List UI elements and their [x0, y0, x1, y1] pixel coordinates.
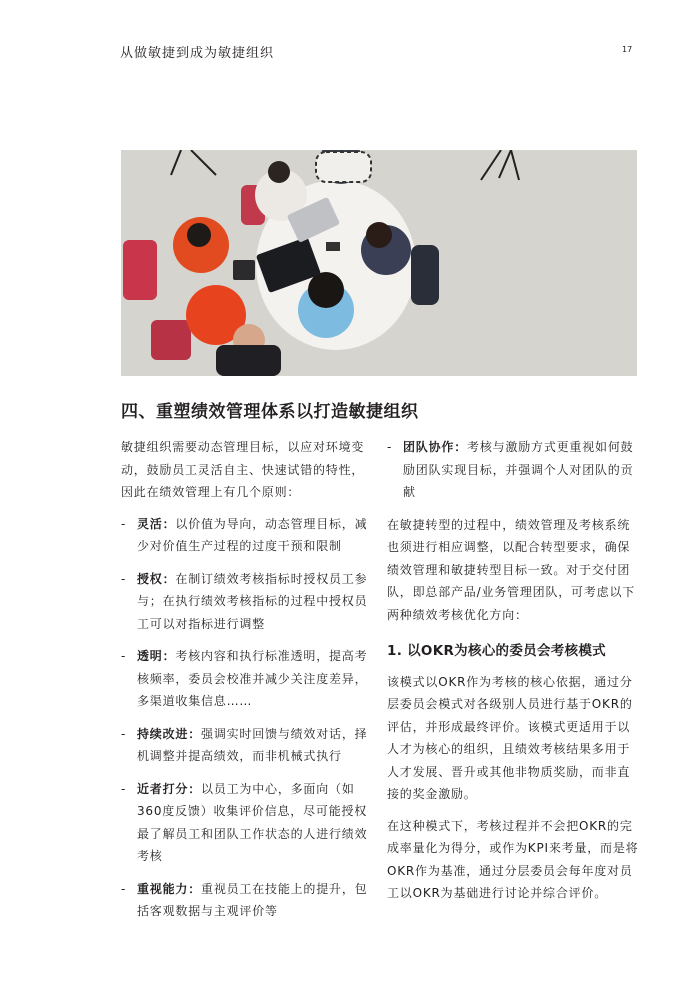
list-item: - 灵活：以价值为导向，动态管理目标，减少对价值生产过程的过度干预和限制 — [121, 516, 368, 553]
principles-list-continued — [387, 436, 639, 504]
section-heading: 四、重塑绩效管理体系以打造敏捷组织 — [121, 402, 419, 422]
list-item: - 团队协作：考核与激励方式更重视如何鼓励团队实现目标，并强调个人对团队的贡献 — [387, 440, 634, 499]
page-number: 17 — [622, 45, 633, 54]
left-column — [121, 436, 373, 933]
list-item: - 近者打分：以员工为中心，多面向（如360度反馈）收集评价信息，尽可能授权最了解员工和团队工作状态的人进行绩效考核 — [121, 781, 368, 863]
intro-paragraph: 敏捷组织需要动态管理目标，以应对环境变动，鼓励员工灵活自主、快速试错的特性，因此在绩效管理上有几个原则： — [121, 440, 365, 499]
list-item: - 持续改进：强调实时回馈与绩效对话，择机调整并提高绩效，而非机械式执行 — [121, 726, 368, 763]
okr-process-paragraph: 在这种模式下，考核过程并不会把OKR的完成率量化为得分，或作为KPI来考量，而是将OKR作为基准，通过分层委员会每年度对员工以OKR为基础进行讨论并综合评价。 — [387, 818, 639, 900]
principles-list — [121, 513, 373, 923]
okr-model-paragraph: 该模式以OKR作为考核的核心依据，通过分层委员会模式对各级别人员进行基于OKR的评估，并形成最终评价。该模式更适用于以人才为核心的组织，且绩效考核结果多用于人才发展、晋升或其他非物质奖励，而非直接的奖金激励。 — [387, 674, 633, 801]
team-meeting-photo — [121, 150, 637, 376]
list-item: - 透明：考核内容和执行标准透明，提高考核频率，委员会校准并减少关注度差异，多渠道收集信息…… — [121, 649, 368, 708]
running-header-title: 从做敏捷到成为敏捷组织 — [120, 46, 275, 61]
subsection-heading: 1. 以OKR为核心的委员会考核模式 — [387, 643, 606, 659]
right-column — [387, 436, 639, 914]
list-item: - 授权：在制订绩效考核指标时授权员工参与；在执行绩效考核指标的过程中授权员工可以对指标进行调整 — [121, 571, 368, 631]
transformation-paragraph: 在敏捷转型的过程中，绩效管理及考核系统也须进行相应调整，以配合转型要求，确保绩效管理和敏捷转型目标一致。对于交付团队，即总部产品/业务管理团队，可考虑以下两种绩效考核优化方向： — [387, 517, 636, 622]
list-item: - 重视能力：重视员工在技能上的提升，包括客观数据与主观评价等 — [121, 881, 368, 918]
